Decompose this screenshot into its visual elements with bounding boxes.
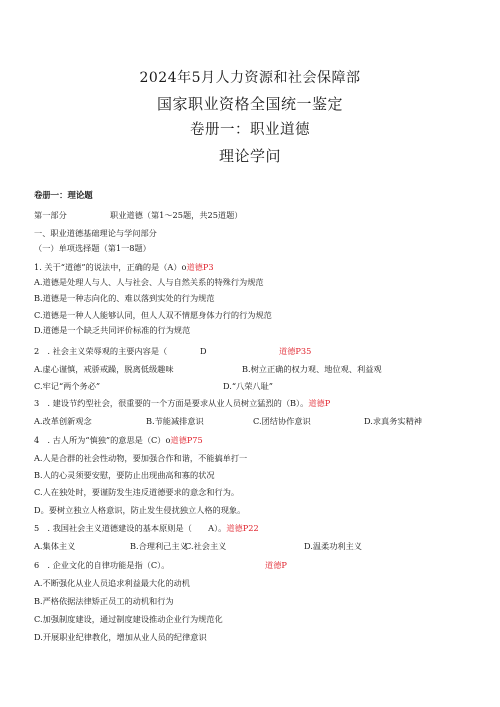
option: D.“八荣八耻” <box>223 381 273 391</box>
question-stem-text: 4 . 古人所为“慎独”的意思是（C）o <box>34 435 171 445</box>
header-line-1: 2024年5月人力资源和社会保障部 <box>139 70 361 86</box>
source-tag: 道德P <box>308 398 331 408</box>
header-line-3: 卷册一：职业道德 <box>190 122 310 138</box>
option: C.加强制度建设，通过制度建设推动企业行为规范化 <box>34 614 223 624</box>
source-tag: 道德P <box>265 560 287 570</box>
option: C.道德是一种人人能够认同，但人人双不情愿身体力行的行为规范 <box>34 310 272 320</box>
option: B.道德是一种志向化的、难以落到实处的行为规范 <box>34 293 215 303</box>
options-row <box>34 381 273 392</box>
question-3-stem <box>34 398 330 409</box>
option: B.严格依据法律矫正员工的动机和行为 <box>34 596 174 606</box>
question-1-stem <box>34 262 214 273</box>
option: A.改革创新观念 <box>34 416 92 426</box>
option: B.节能减排意识 <box>146 416 204 426</box>
question-stem-text: 2 . 社会主义荣辱观的主要内容是（ <box>34 346 168 356</box>
source-tag: 道德P75 <box>170 435 203 445</box>
question-2-stem <box>34 346 312 357</box>
options-row <box>34 541 362 552</box>
question-stem-text: 3 . 建设节约型社会，很重要的一个方面是要求从业人员树立猛烈的（B）。 <box>34 398 309 408</box>
volume-heading: 卷册一：理论题 <box>34 190 93 200</box>
part-line <box>34 210 243 221</box>
answer-letter: D <box>200 346 207 356</box>
option: B.合理利己主义 <box>130 541 188 551</box>
option: D.开展职业纪律教化，增加从业人员的纪律意识 <box>34 632 207 642</box>
option: C.社会主义 <box>185 541 227 551</box>
option: B.树立正确的权力观、地位观、利益观 <box>242 364 382 374</box>
option: C.人在独处时，要谨防发生违反道德要求的意念和行为。 <box>34 487 240 497</box>
header-line-2: 国家职业资格全国统一鉴定 <box>156 95 343 113</box>
source-tag: 道德P35 <box>279 346 312 356</box>
option: B.人的心灵须要安慰，要防止出现曲高和寡的状况 <box>34 470 215 480</box>
option: C.团结协作意识 <box>253 416 311 426</box>
question-5-stem <box>34 523 259 534</box>
question-stem-text: 5 . 我国社会主义道德建设的基本原则是（ A）。 <box>34 523 227 533</box>
question-stem-text: 1. 关于“道德”的说法中，正确的是（A）o <box>34 262 187 272</box>
option: A.不断强化从业人员追求利益最大化的动机 <box>34 578 190 588</box>
option: A.虚心谨慎，戒骄戒躁，脱离低级趣味 <box>34 364 174 374</box>
header-line-4: 理论学问 <box>218 147 281 165</box>
option: A.集体主义 <box>34 541 76 551</box>
question-stem-text: 6 . 企业文化的自律功能是指（C）。 <box>34 560 170 570</box>
option: A.道德是处理人与人、人与社会、人与自然关系的特殊行为规范 <box>34 277 264 287</box>
options-row <box>34 364 382 375</box>
option: D.温柔功利主义 <box>304 541 362 551</box>
option: A.人是合群的社会性动物，要加强合作和谐，不能搞单打一 <box>34 453 248 463</box>
question-6-stem <box>34 560 287 571</box>
part-desc: 职业道德（第1～25题，共25道题） <box>110 210 243 220</box>
option: D。要树立独立人格意识，防止发生侵扰独立人格的现象。 <box>34 505 246 515</box>
source-tag: 道德P22 <box>226 523 259 533</box>
options-row <box>34 416 422 427</box>
part-label: 第一部分 <box>34 210 67 220</box>
option: D.求真务实精神 <box>364 416 422 426</box>
option: C.牢记“两个务必” <box>34 381 101 391</box>
option: D.道德是一个缺乏共同评价标准的行为规范 <box>34 325 191 335</box>
question-4-stem <box>34 435 203 446</box>
source-tag: 道德P3 <box>186 262 214 272</box>
subsection-1: 一、职业道德基础理论与学问部分 <box>34 228 157 238</box>
subsection-2: （一）单项选择题（第1一8题） <box>34 243 151 253</box>
